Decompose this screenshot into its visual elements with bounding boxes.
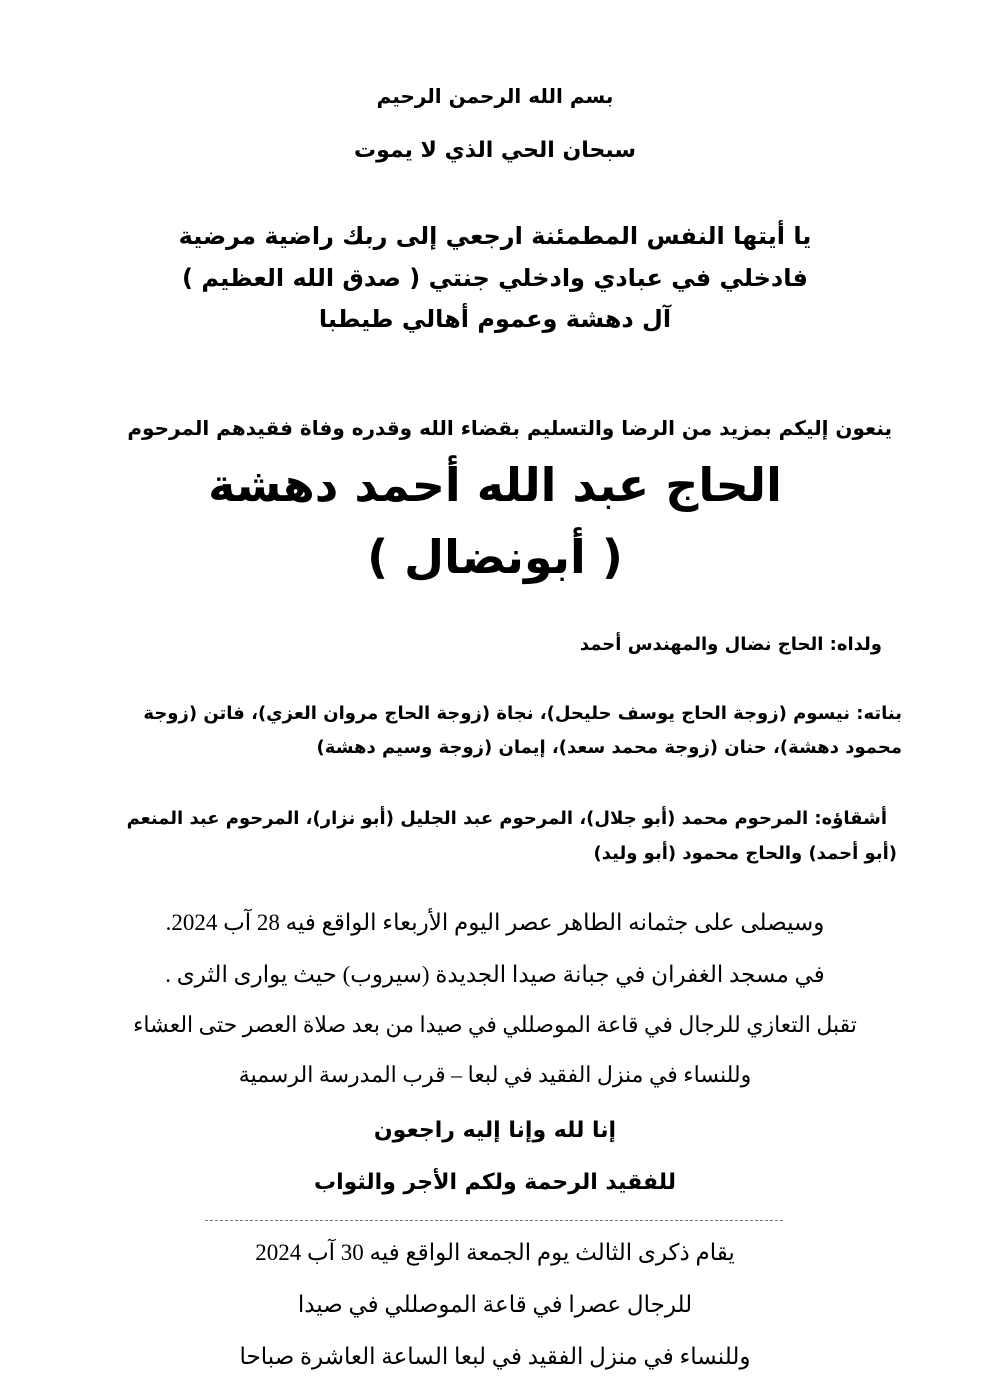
condolences-men: تقبل التعازي للرجال في قاعة الموصللي في صيدا من بعد صلاة العصر حتى العشاء	[133, 1012, 857, 1037]
announcement: ينعون إليكم بمزيد من الرضا والتسليم بقضاء الله وقدره وفاة فقيدهم المرحوم	[127, 416, 892, 440]
third-day-line-1: يقام ذكرى الثالث يوم الجمعة الواقع فيه 30 آب 2024	[255, 1240, 735, 1265]
sons-line: ولداه: الحاج نضال والمهندس أحمد	[579, 634, 882, 655]
daughters-line-2: محمود دهشة)، حنان (زوجة محمد سعد)، إيمان (زوجة وسيم دهشة)	[316, 737, 902, 758]
siblings-line-2: (أبو أحمد) والحاج محمود (أبو وليد)	[593, 843, 897, 864]
subhan-line: سبحان الحي الذي لا يموت	[353, 138, 637, 163]
family-heading: آل دهشة وعموم أهالي طيطبا	[318, 305, 672, 333]
closing-line-2: للفقيد الرحمة ولكم الأجر والثواب	[313, 1170, 676, 1195]
deceased-kunya: ( أبونضال )	[367, 530, 623, 584]
verse-line-1: يا أيتها النفس المطمئنة ارجعي إلى ربك راضية مرضية	[178, 222, 812, 250]
third-day-line-2: للرجال عصرا في قاعة الموصللي في صيدا	[297, 1292, 693, 1317]
dashed-divider	[205, 1220, 783, 1221]
deceased-name: الحاج عبد الله أحمد دهشة	[208, 458, 782, 512]
daughters-line-1: بناته: نيسوم (زوجة الحاج يوسف حليحل)، نجاة (زوجة الحاج مروان العزي)، فاتن (زوجة	[143, 703, 902, 724]
third-day-line-3: وللنساء في منزل الفقيد في لبعا الساعة العاشرة صباحا	[239, 1344, 751, 1369]
closing-line-1: إنا لله وإنا إليه راجعون	[373, 1118, 617, 1143]
siblings-line-1: أشقاؤه: المرحوم محمد (أبو جلال)، المرحوم عبد الجليل (أبو نزار)، المرحوم عبد المنعم	[126, 808, 887, 829]
verse-line-2: فادخلي في عبادي وادخلي جنتي ( صدق الله العظيم )	[182, 264, 808, 292]
funeral-line-2: في مسجد الغفران في جبانة صيدا الجديدة (سيروب) حيث يوارى الثرى .	[165, 962, 825, 987]
basmala: بسم الله الرحمن الرحيم	[376, 84, 614, 108]
condolences-women: وللنساء في منزل الفقيد في لبعا – قرب المدرسة الرسمية	[238, 1062, 752, 1087]
funeral-line-1: وسيصلى على جثمانه الطاهر عصر اليوم الأربعاء الواقع فيه 28 آب 2024.	[165, 910, 825, 935]
